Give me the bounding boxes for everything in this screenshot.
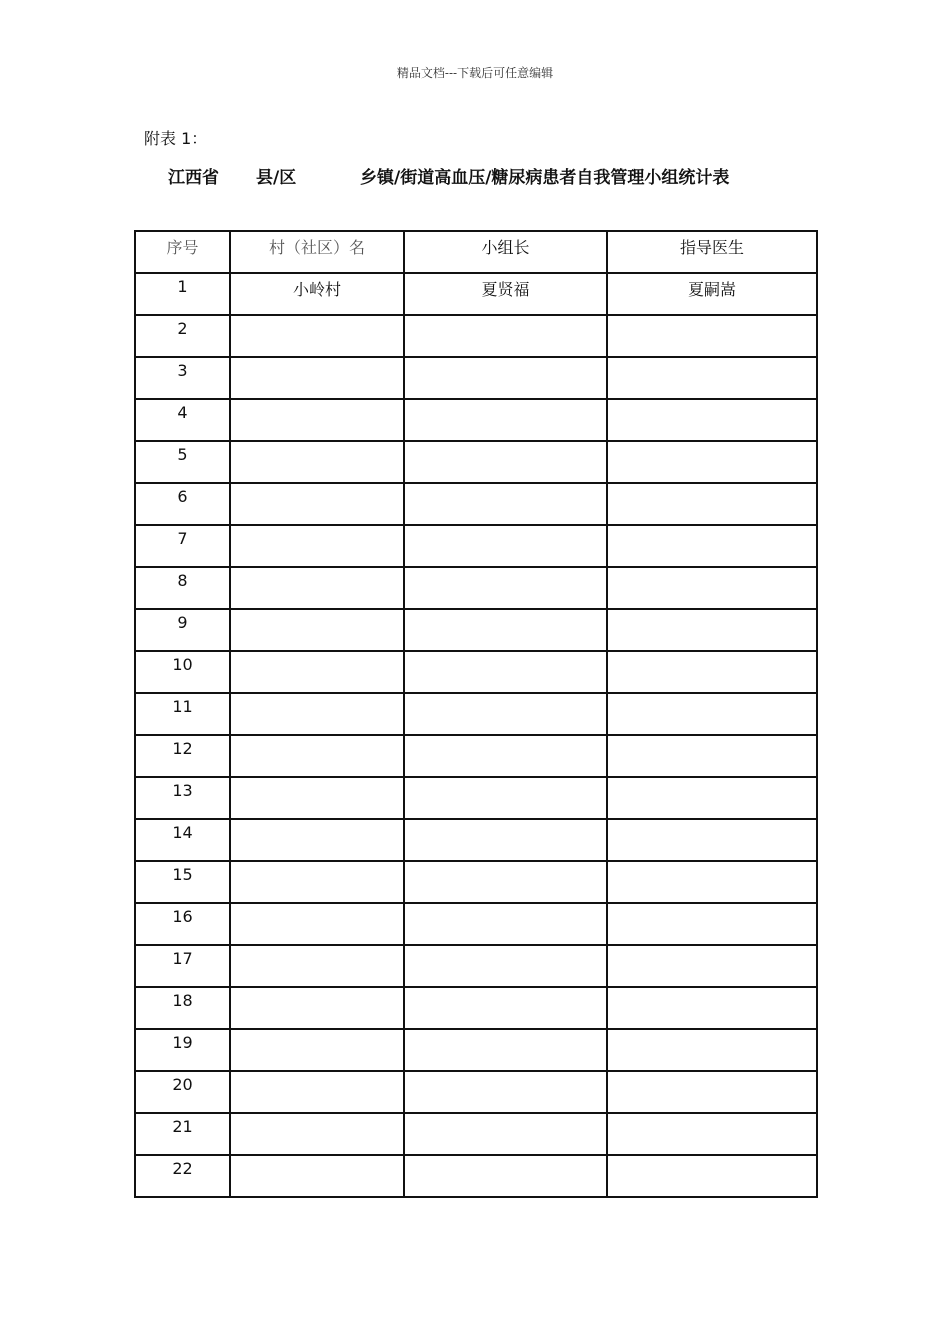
cell-index: 10 — [135, 651, 230, 693]
cell-village — [230, 861, 404, 903]
cell-group-leader — [404, 861, 607, 903]
cell-doctor — [607, 399, 817, 441]
cell-group-leader — [404, 1155, 607, 1197]
cell-village — [230, 945, 404, 987]
cell-doctor: 夏嗣嵩 — [607, 273, 817, 315]
table-row — [135, 399, 817, 441]
title-rest: 乡镇/街道高血压/糖尿病患者自我管理小组统计表 — [360, 168, 730, 188]
table-row — [135, 1071, 817, 1113]
cell-doctor — [607, 483, 817, 525]
cell-index: 4 — [135, 399, 230, 441]
cell-index: 6 — [135, 483, 230, 525]
cell-village — [230, 1029, 404, 1071]
header-group-leader: 小组长 — [404, 231, 607, 273]
cell-village — [230, 819, 404, 861]
cell-village — [230, 567, 404, 609]
cell-index: 20 — [135, 1071, 230, 1113]
table-row — [135, 273, 817, 315]
table-row — [135, 651, 817, 693]
cell-village — [230, 1071, 404, 1113]
cell-doctor — [607, 525, 817, 567]
cell-village — [230, 483, 404, 525]
cell-doctor — [607, 1113, 817, 1155]
cell-doctor — [607, 735, 817, 777]
cell-village — [230, 357, 404, 399]
cell-group-leader — [404, 525, 607, 567]
cell-index: 12 — [135, 735, 230, 777]
cell-village — [230, 777, 404, 819]
attachment-label: 附表 1： — [144, 129, 208, 148]
cell-doctor — [607, 1071, 817, 1113]
cell-index: 7 — [135, 525, 230, 567]
cell-index: 8 — [135, 567, 230, 609]
table-row — [135, 609, 817, 651]
cell-group-leader — [404, 693, 607, 735]
cell-doctor — [607, 567, 817, 609]
cell-index: 16 — [135, 903, 230, 945]
cell-group-leader — [404, 819, 607, 861]
cell-group-leader — [404, 1029, 607, 1071]
header-index: 序号 — [135, 231, 230, 273]
cell-group-leader — [404, 609, 607, 651]
cell-village — [230, 987, 404, 1029]
table-row — [135, 567, 817, 609]
header-doctor: 指导医生 — [607, 231, 817, 273]
cell-doctor — [607, 609, 817, 651]
table-row — [135, 1113, 817, 1155]
cell-group-leader — [404, 1071, 607, 1113]
cell-index: 18 — [135, 987, 230, 1029]
table-row — [135, 777, 817, 819]
title-province: 江西省 — [168, 168, 219, 188]
table-row — [135, 525, 817, 567]
cell-doctor — [607, 903, 817, 945]
cell-index: 1 — [135, 273, 230, 315]
cell-doctor — [607, 357, 817, 399]
table-row — [135, 987, 817, 1029]
cell-doctor — [607, 777, 817, 819]
cell-doctor — [607, 1029, 817, 1071]
cell-doctor — [607, 315, 817, 357]
cell-doctor — [607, 441, 817, 483]
table-row — [135, 1155, 817, 1197]
cell-index: 15 — [135, 861, 230, 903]
cell-group-leader — [404, 735, 607, 777]
cell-village — [230, 441, 404, 483]
title-county: 县/区 — [256, 168, 297, 188]
cell-group-leader — [404, 987, 607, 1029]
cell-index: 19 — [135, 1029, 230, 1071]
cell-doctor — [607, 987, 817, 1029]
table-row — [135, 945, 817, 987]
cell-doctor — [607, 1155, 817, 1197]
cell-index: 5 — [135, 441, 230, 483]
cell-group-leader — [404, 441, 607, 483]
table-row — [135, 357, 817, 399]
cell-index: 9 — [135, 609, 230, 651]
table-row — [135, 735, 817, 777]
table-row — [135, 693, 817, 735]
table-row — [135, 819, 817, 861]
cell-doctor — [607, 945, 817, 987]
cell-doctor — [607, 861, 817, 903]
table-row — [135, 315, 817, 357]
cell-village — [230, 609, 404, 651]
table-header-row — [135, 231, 817, 273]
cell-index: 2 — [135, 315, 230, 357]
cell-village: 小岭村 — [230, 273, 404, 315]
cell-group-leader — [404, 567, 607, 609]
cell-index: 11 — [135, 693, 230, 735]
cell-group-leader — [404, 903, 607, 945]
cell-index: 17 — [135, 945, 230, 987]
cell-village — [230, 651, 404, 693]
cell-group-leader — [404, 315, 607, 357]
cell-index: 14 — [135, 819, 230, 861]
cell-village — [230, 525, 404, 567]
cell-group-leader — [404, 357, 607, 399]
cell-index: 13 — [135, 777, 230, 819]
table-row — [135, 441, 817, 483]
cell-group-leader — [404, 777, 607, 819]
cell-doctor — [607, 651, 817, 693]
cell-village — [230, 735, 404, 777]
cell-group-leader — [404, 483, 607, 525]
document-title — [168, 163, 729, 188]
header-note: 精品文档---下载后可任意编辑 — [396, 66, 554, 80]
stats-table — [134, 230, 818, 1198]
cell-group-leader — [404, 651, 607, 693]
header-village: 村（社区）名 — [230, 231, 404, 273]
table-row — [135, 861, 817, 903]
cell-doctor — [607, 693, 817, 735]
cell-village — [230, 1155, 404, 1197]
cell-doctor — [607, 819, 817, 861]
cell-village — [230, 1113, 404, 1155]
cell-group-leader — [404, 399, 607, 441]
cell-village — [230, 315, 404, 357]
table-row — [135, 1029, 817, 1071]
cell-village — [230, 693, 404, 735]
cell-index: 21 — [135, 1113, 230, 1155]
table-row — [135, 903, 817, 945]
cell-group-leader: 夏贤福 — [404, 273, 607, 315]
table-row — [135, 483, 817, 525]
cell-index: 3 — [135, 357, 230, 399]
cell-group-leader — [404, 1113, 607, 1155]
cell-village — [230, 399, 404, 441]
cell-village — [230, 903, 404, 945]
cell-group-leader — [404, 945, 607, 987]
cell-index: 22 — [135, 1155, 230, 1197]
